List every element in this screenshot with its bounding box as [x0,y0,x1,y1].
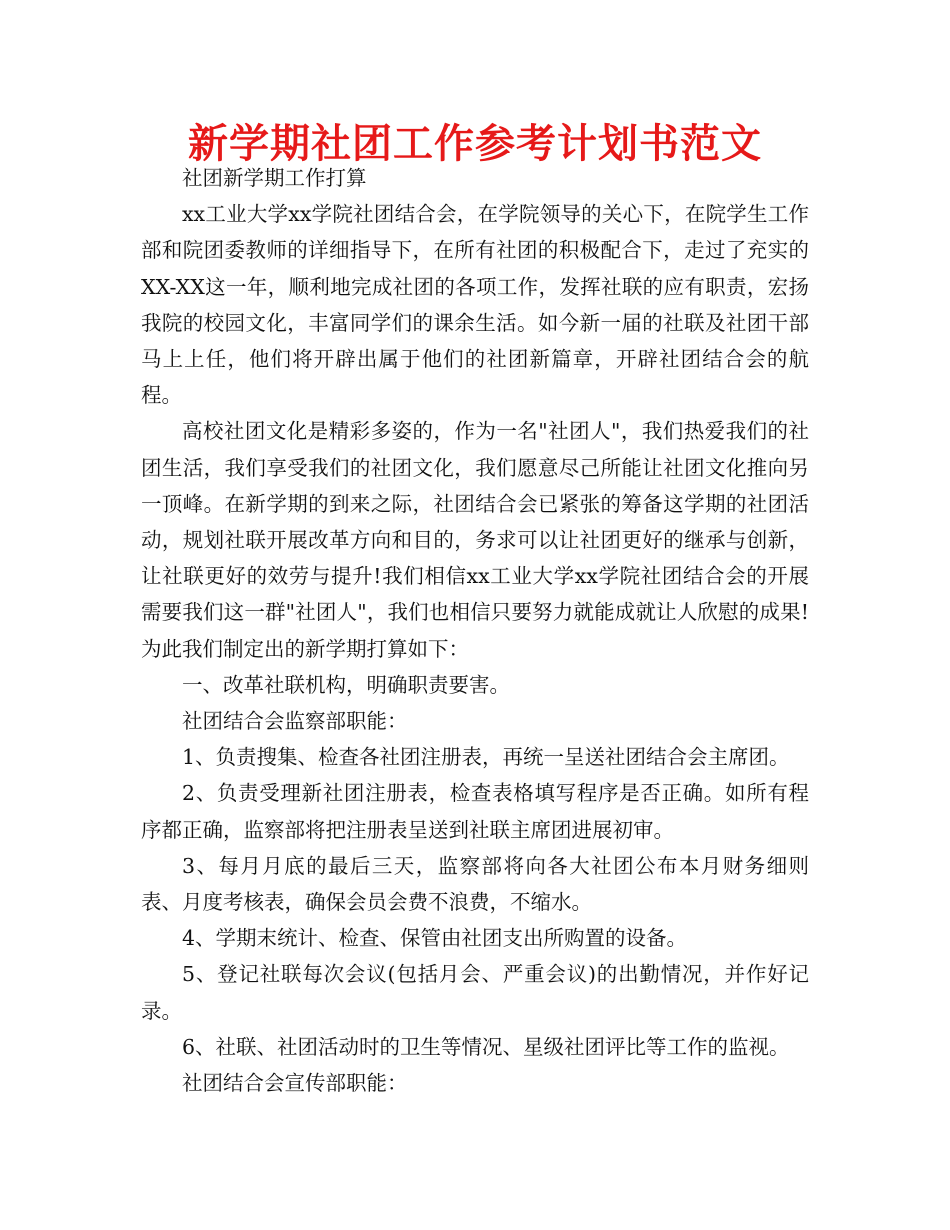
list-item: 3、每月月底的最后三天，监察部将向各大社团公布本月财务细则表、月度考核表，确保会员会费不浪费，不缩水。 [141,853,809,915]
subsection-heading: 社团结合会宣传部职能： [182,1071,408,1096]
list-item: 4、学期末统计、检查、保管由社团支出所购置的设备。 [182,926,688,951]
document-body [141,160,809,1101]
document-title: 新学期社团工作参考计划书范文 [188,121,762,167]
intro-paragraph: xx工业大学xx学院社团结合会，在学院领导的关心下，在院学生工作部和院团委教师的详细指导下，在所有社团的积极配合下，走过了充实的XX-XX这一年，顺利地完成社团的各项工作，发挥社联的应有职责，宏扬我院的校园文化，丰富同学们的课余生活。如今新一届的社联及社团干部马上上任，他们将开辟出属于他们的社团新篇章，开辟社团结合会的航程。 [141,202,809,408]
section-heading: 一、改革社联机构，明确职责要害。 [182,672,510,697]
culture-paragraph: 高校社团文化是精彩多姿的，作为一名"社团人"，我们热爱我们的社团生活，我们享受我们的社团文化，我们愿意尽己所能让社团文化推向另一顶峰。在新学期的到来之际，社团结合会已紧张的筹备这学期的社团活动，规划社联开展改革方向和目的，务求可以让社团更好的继承与创新，让社联更好的效劳与提升!我们相信xx工业大学xx学院社团结合会的开展需要我们这一群"社团人"，我们也相信只要努力就能成就让人欣慰的成果!为此我们制定出的新学期打算如下： [141,419,809,661]
list-item: 6、社联、社团活动时的卫生等情况、星级社团评比等工作的监视。 [182,1034,790,1059]
subtitle-paragraph: 社团新学期工作打算 [182,166,367,190]
list-item: 1、负责搜集、检查各社团注册表，再统一呈送社团结合会主席团。 [182,745,790,770]
list-item: 2、负责受理新社团注册表，检查表格填写程序是否正确。如所有程序都正确，监察部将把注册表呈送到社联主席团进展初审。 [141,781,809,842]
subsection-heading: 社团结合会监察部职能： [182,709,408,734]
list-item: 5、登记社联每次会议(包括月会、严重会议)的出勤情况，并作好记录。 [141,962,809,1023]
